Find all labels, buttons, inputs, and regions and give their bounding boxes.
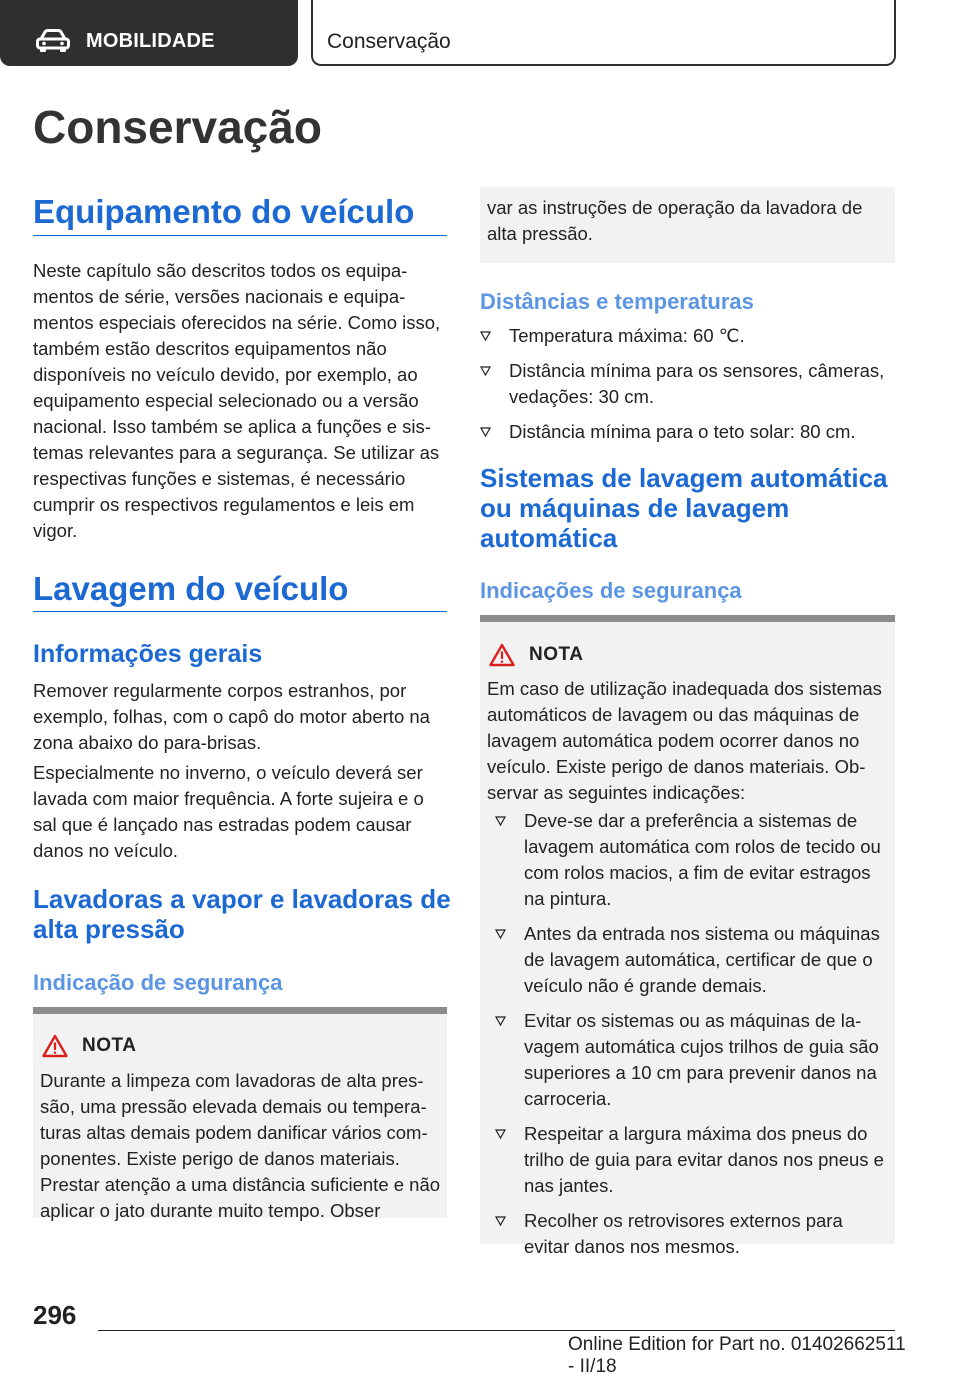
list-item: Respeitar a largura máxima dos pneus do trilho de guia para evitar danos nos pneus e nas jantes. [495, 1121, 885, 1199]
heading-rule [33, 611, 447, 612]
note-top-bar [33, 1007, 447, 1014]
footer-rule [98, 1330, 895, 1331]
note-header [42, 1034, 136, 1058]
heading-indicacao: Indicação de segurança [33, 970, 283, 995]
warning-icon [42, 1034, 68, 1058]
triangle-bullet-icon [495, 1129, 506, 1139]
note-text: Em caso de utilização inadequada dos sistemas automáticos de lavagem ou das máquinas de lavagem automática podem ocorrer danos no veículo. Existe perigo de danos materiais. Observar as seguintes indicações: [487, 678, 882, 803]
list-item: Antes da entrada nos sistema ou máquinas de lavagem automática, certificar de que o veículo não é grande demais. [495, 921, 885, 999]
page-title: Conservação [33, 101, 322, 153]
chapter-tab [0, 0, 298, 66]
note-label: NOTA [82, 1035, 137, 1056]
section-tab-label: Conservação [327, 30, 451, 53]
heading-lavagem: Lavagem do veículo [33, 570, 349, 607]
triangle-bullet-icon [495, 1016, 506, 1026]
list-item: Evitar os sistemas ou as máquinas de lavagem automática cujos trilhos de guia são superiores a 10 cm para prevenir danos na carroceria. [495, 1008, 885, 1112]
info-paragraph-1: Remover regularmente corpos estranhos, por exemplo, folhas, com o capô do motor aberto na zona abaixo do para-brisas. [33, 680, 430, 753]
page-header [0, 0, 960, 66]
triangle-bullet-icon [480, 331, 491, 341]
heading-sistemas: Sistemas de lavagem automática ou máquinas de lavagem automática [480, 463, 888, 553]
heading-rule [33, 235, 447, 236]
heading-lavadoras: Lavadoras a vapor e lavadoras de alta pressão [33, 884, 451, 944]
heading-informacoes: Informações gerais [33, 640, 263, 668]
triangle-bullet-icon [480, 366, 491, 376]
note-text: Durante a limpeza com lavadoras de alta pressão, uma pressão elevada demais ou temperaturas altas demais podem danificar vários componentes. Existe perigo de danos materiais. Prestar atenção a uma distância suficiente e não aplicar o jato durante muito tempo. Obser [40, 1070, 441, 1221]
edition-text: Online Edition for Part no. 01402662511 - II/18 [568, 1334, 906, 1377]
section-tab [311, 0, 896, 66]
chapter-tab-label: MOBILIDADE [86, 30, 215, 52]
triangle-bullet-icon [480, 427, 491, 437]
note-header [489, 643, 583, 667]
heading-indicacoes: Indicações de segurança [480, 578, 742, 603]
note-box [480, 622, 895, 1257]
distancias-list [480, 323, 895, 454]
triangle-bullet-icon [495, 816, 506, 826]
list-item: Recolher os retrovisores externos para evitar danos nos mesmos. [495, 1208, 885, 1260]
list-item: Temperatura máxima: 60 ℃. [480, 323, 895, 349]
warning-icon [489, 643, 515, 667]
equipamento-paragraph: Neste capítulo são descritos todos os equipamentos de série, versões nacionais e equipamentos especiais oferecidos na série. Como isso, também estão descritos equipamentos não disponíveis no veículo devido, por exemplo, ao equipamento especial selecionado ou a versão nacional. Isso também se aplica a funções e sistemas relevantes para a segurança. Se utilizar as respectivas funções e sistemas, é necessário cumprir os respectivos regulamentos e leis em vigor. [33, 260, 441, 541]
heading-distancias: Distâncias e temperaturas [480, 289, 754, 314]
car-icon [36, 29, 70, 53]
list-item: Distância mínima para o teto solar: 80 cm. [480, 419, 895, 445]
triangle-bullet-icon [495, 929, 506, 939]
info-paragraph-2: Especialmente no inverno, o veículo deverá ser lavada com maior frequência. A forte sujeira e o sal que é lançado nas estradas podem causar danos no veículo. [33, 762, 424, 861]
note-continuation-text: var as instruções de operação da lavadora de alta pressão. [487, 197, 863, 244]
note-continuation-box [480, 187, 895, 263]
note-list [495, 808, 885, 1269]
triangle-bullet-icon [495, 1216, 506, 1226]
note-label: NOTA [529, 644, 584, 665]
list-item: Deve-se dar a preferência a sistemas de lavagem automática com rolos de tecido ou com rolos macios, a fim de evitar estragos na pintura. [495, 808, 885, 912]
note-top-bar [480, 615, 895, 622]
note-box [33, 1014, 447, 1221]
heading-equipamento: Equipamento do veículo [33, 193, 415, 230]
list-item: Distância mínima para os sensores, câmeras, vedações: 30 cm. [480, 358, 895, 410]
page-number: 296 [33, 1300, 77, 1330]
